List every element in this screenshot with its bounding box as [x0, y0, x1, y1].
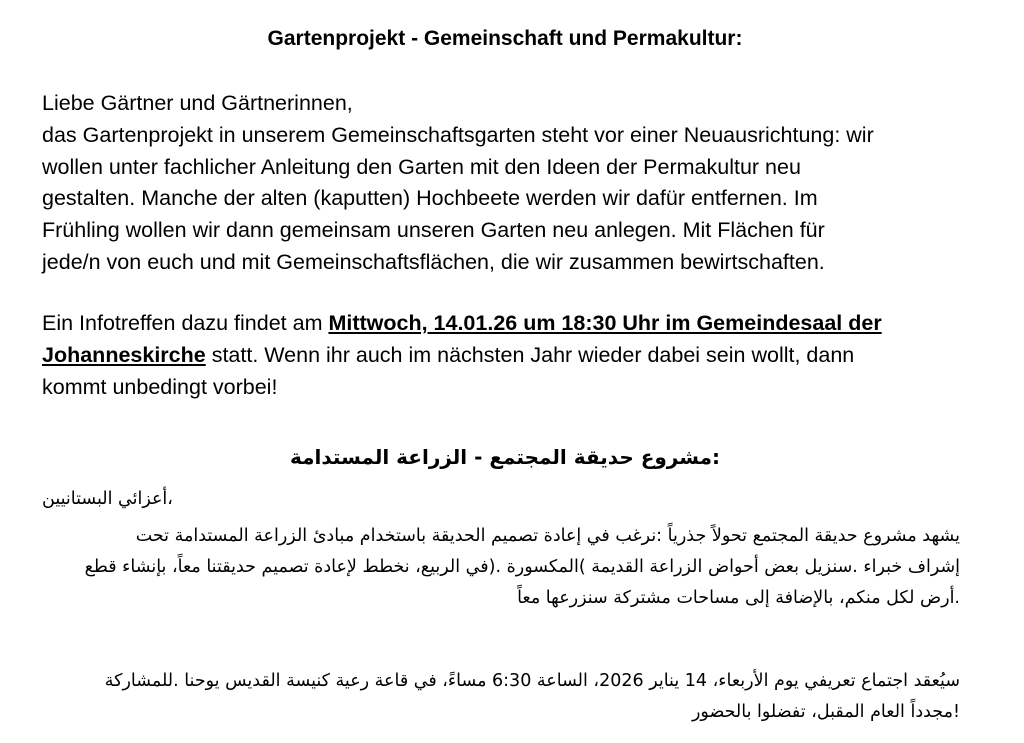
- german-info-intro: Ein Infotreffen dazu findet am: [42, 311, 329, 335]
- german-paragraph-2: [42, 308, 987, 403]
- german-info-line-2: [42, 340, 987, 372]
- meeting-date-highlight: Mittwoch, 14.01.26 um 18:30 Uhr im Gemeindesaal der: [328, 311, 882, 335]
- german-info-rest: statt. Wenn ihr auch im nächsten Jahr wieder dabei sein wollt, dann: [205, 342, 855, 367]
- german-paragraph-line: das Gartenprojekt in unserem Gemeinschaftsgarten steht vor einer Neuausrichtung: wir: [42, 122, 874, 147]
- arabic-paragraph-line: إشراف خبراء .سنزيل بعض أحواض الزراعة القديمة )المكسورة .(في الربيع، نخطط لإعادة تصميم حديقتنا معاً، بإنشاء قطع: [84, 557, 960, 577]
- german-info-line-3: kommt unbedingt vorbei!: [42, 374, 278, 399]
- german-paragraph-line: gestalten. Manche der alten (kaputten) Hochbeete werden wir dafür entfernen. Im: [42, 186, 818, 211]
- arabic-paragraph-line: .أرض لكل منكم، بالإضافة إلى مساحات مشتركة سنزرعها معاً: [517, 588, 960, 608]
- arabic-title: :مشروع حديقة المجتمع - الزراعة المستدامة: [290, 445, 720, 469]
- german-paragraph-1: [42, 88, 987, 279]
- arabic-paragraph-2: [40, 666, 960, 728]
- german-info-line-1: [42, 308, 987, 340]
- arabic-paragraph-line: يشهد مشروع حديقة المجتمع تحولاً جذرياً :نرغب في إعادة تصميم الحديقة باستخدام مبادئ الزراعة المستدامة تحت: [135, 526, 960, 546]
- german-paragraph-line: Frühling wollen wir dann gemeinsam unseren Garten neu anlegen. Mit Flächen für: [42, 218, 825, 243]
- german-title: Gartenprojekt - Gemeinschaft und Permakultur:: [267, 27, 743, 50]
- arabic-paragraph-line: سيُعقد اجتماع تعريفي يوم الأربعاء، 14 يناير 2026، الساعة 6:30 مساءً، في قاعة رعية كنيسة القديس يوحنا .للمشاركة: [104, 671, 960, 691]
- arabic-paragraph-line: !مجدداً العام المقبل، تفضلوا بالحضور: [691, 702, 960, 722]
- arabic-paragraph-1: [40, 521, 960, 614]
- meeting-place-highlight: Johanneskirche: [42, 342, 206, 367]
- german-greeting: Liebe Gärtner und Gärtnerinnen,: [42, 91, 353, 115]
- german-paragraph-line: jede/n von euch und mit Gemeinschaftsflächen, die wir zusammen bewirtschaften.: [42, 249, 825, 274]
- arabic-greeting: ،أعزائي البستانيين: [42, 489, 173, 509]
- german-paragraph-line: wollen unter fachlicher Anleitung den Garten mit den Ideen der Permakultur neu: [42, 154, 801, 179]
